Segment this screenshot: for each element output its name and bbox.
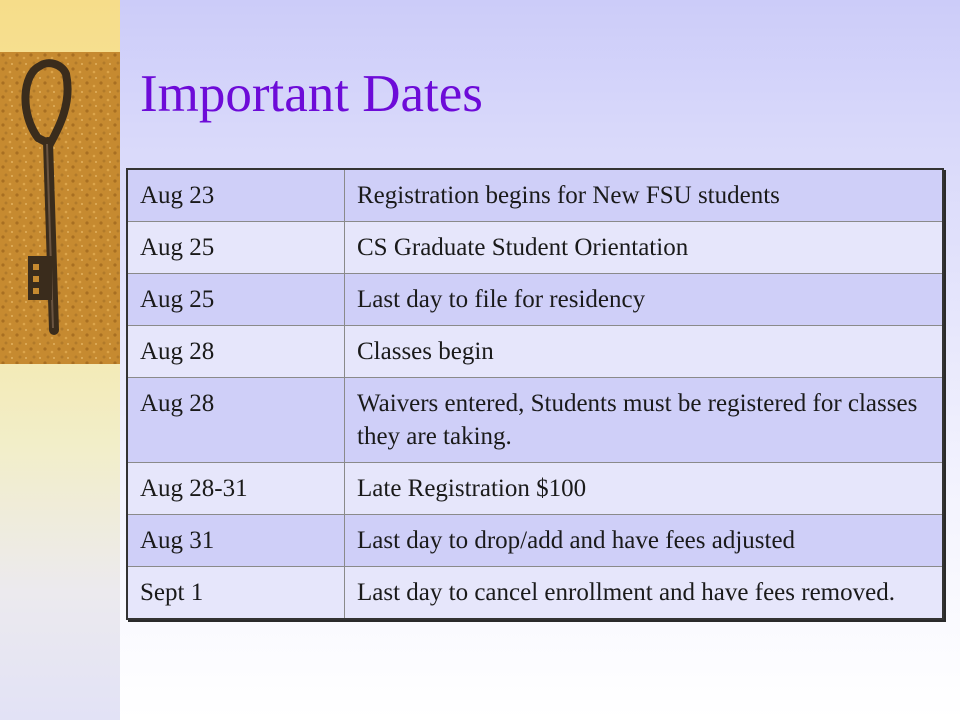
event-cell: Late Registration $100	[345, 463, 944, 515]
date-cell: Aug 28-31	[127, 463, 345, 515]
date-cell: Aug 28	[127, 378, 345, 463]
date-cell: Aug 28	[127, 326, 345, 378]
important-dates-table	[126, 168, 944, 620]
date-cell: Aug 25	[127, 274, 345, 326]
table-row	[127, 274, 943, 326]
table-row	[127, 515, 943, 567]
table-row	[127, 463, 943, 515]
event-cell: Last day to cancel enrollment and have fees removed.	[345, 567, 944, 620]
date-cell: Aug 31	[127, 515, 345, 567]
table-row	[127, 378, 943, 463]
table-row	[127, 567, 943, 620]
date-cell: Sept 1	[127, 567, 345, 620]
event-cell: Last day to drop/add and have fees adjusted	[345, 515, 944, 567]
event-cell: Last day to file for residency	[345, 274, 944, 326]
event-cell: Classes begin	[345, 326, 944, 378]
antique-key-icon	[0, 52, 120, 364]
event-cell: Registration begins for New FSU students	[345, 169, 944, 222]
event-cell: Waivers entered, Students must be registered for classes they are taking.	[345, 378, 944, 463]
table-row	[127, 169, 943, 222]
slide-title: Important Dates	[140, 65, 483, 123]
event-cell: CS Graduate Student Orientation	[345, 222, 944, 274]
date-cell: Aug 25	[127, 222, 345, 274]
table-row	[127, 222, 943, 274]
date-cell: Aug 23	[127, 169, 345, 222]
table-row	[127, 326, 943, 378]
